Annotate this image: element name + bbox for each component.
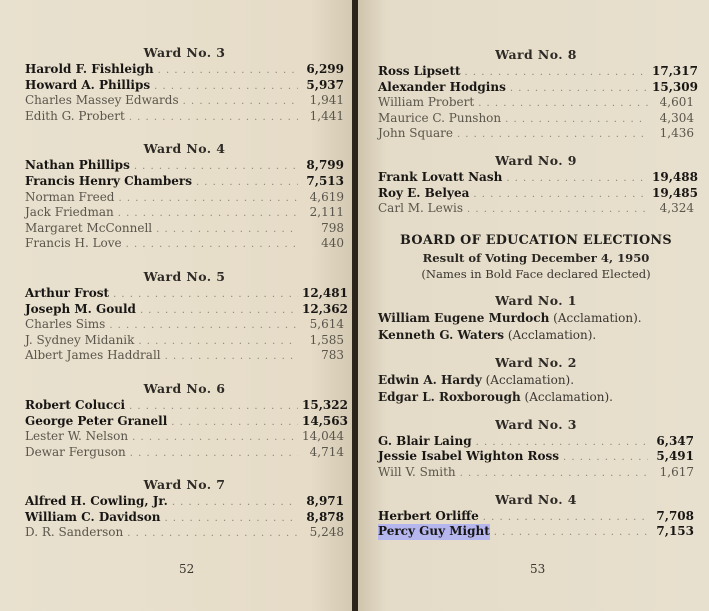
acclamation-row (378, 372, 694, 389)
candidate-row (378, 434, 694, 450)
candidate-row (25, 397, 348, 414)
page-number-right: 53 (530, 562, 546, 576)
board-note: (Names in Bold Face declared Elected) (421, 266, 651, 281)
vote-count: 19,488 (652, 169, 698, 184)
vote-count: 5,937 (306, 77, 344, 92)
acclamation-label: (Acclamation). (485, 372, 575, 387)
candidate-row (25, 525, 344, 541)
ward-heading: Ward No. 4 (495, 491, 577, 507)
acclamation-row (378, 389, 694, 406)
leader-dots (483, 510, 648, 526)
vote-count: 5,614 (309, 317, 344, 332)
left-page-content (25, 43, 348, 541)
vote-count: 440 (321, 236, 344, 251)
leader-dots (156, 222, 298, 238)
candidate-name: William Eugene Murdoch (378, 310, 550, 325)
vote-count: 15,309 (652, 79, 698, 94)
leader-dots (118, 191, 298, 207)
leader-dots (127, 526, 298, 542)
ward-heading: Ward No. 5 (143, 268, 226, 284)
candidate-row (378, 185, 698, 202)
candidate-name: Edith G. Probert (25, 108, 125, 123)
spacer (25, 252, 344, 267)
leader-dots (196, 175, 298, 191)
candidate-name: Maurice C. Punshon (378, 110, 502, 125)
highlighted-candidate-name: Percy Guy Might (378, 524, 490, 539)
right-page-content (378, 45, 698, 540)
vote-count: 4,324 (659, 201, 694, 216)
leader-dots (118, 206, 298, 222)
ward-heading: Ward No. 3 (143, 45, 226, 60)
leader-dots (494, 525, 648, 541)
spacer (25, 460, 344, 475)
vote-count: 14,044 (302, 429, 344, 444)
vote-count: 1,441 (309, 108, 344, 123)
candidate-row (378, 524, 694, 540)
ward-heading: Ward No. 8 (495, 47, 577, 62)
candidate-row (25, 190, 344, 206)
leader-dots (134, 159, 298, 175)
leader-dots (505, 112, 648, 128)
board-title: BOARD OF EDUCATION ELECTIONS (400, 232, 672, 248)
vote-count: 4,619 (309, 189, 344, 204)
candidate-row (378, 201, 694, 217)
vote-count: 1,617 (659, 464, 694, 479)
candidate-row (25, 333, 344, 349)
candidate-name: Charles Sims (25, 317, 106, 332)
candidate-row (25, 348, 344, 364)
candidate-name: Harold F. Fishleigh (25, 62, 154, 76)
leader-dots (171, 415, 298, 431)
vote-count: 4,601 (659, 95, 694, 110)
candidate-name: Albert James Haddrall (25, 348, 161, 363)
vote-count: 4,304 (659, 110, 694, 125)
candidate-row (25, 205, 344, 221)
candidate-name: J. Sydney Midanik (25, 332, 135, 347)
candidate-name: Edwin A. Hardy (378, 372, 482, 387)
leader-dots (132, 430, 298, 446)
leader-dots (506, 171, 648, 187)
leader-dots (563, 450, 648, 466)
candidate-row (25, 510, 344, 526)
vote-count: 5,491 (656, 449, 694, 464)
vote-count: 14,563 (302, 413, 348, 428)
vote-count: 5,248 (309, 525, 344, 540)
page-number-left: 52 (179, 562, 195, 576)
candidate-row (378, 79, 698, 96)
candidate-row (378, 169, 698, 186)
ward-heading: Ward No. 1 (495, 292, 577, 308)
candidate-name: Arthur Frost (25, 285, 110, 300)
ward-heading: Ward No. 3 (495, 416, 577, 432)
candidate-row (25, 78, 344, 94)
candidate-name: Edgar L. Roxborough (378, 389, 521, 404)
ward-heading: Ward No. 7 (143, 477, 226, 493)
acclamation-row (378, 310, 694, 327)
candidate-row (378, 126, 694, 142)
leader-dots (183, 94, 298, 110)
candidate-name: Norman Freed (25, 189, 115, 204)
leader-dots (109, 318, 298, 334)
leader-dots (478, 96, 648, 112)
spacer (378, 217, 694, 232)
candidate-row (25, 317, 344, 333)
candidate-row (25, 301, 348, 318)
board-subtitle: Result of Voting December 4, 1950 (422, 250, 650, 265)
candidate-name: Margaret McConnell (25, 220, 153, 235)
acclamation-row (378, 327, 694, 344)
vote-count: 4,714 (309, 444, 344, 459)
right-page (358, 0, 709, 611)
vote-count: 783 (321, 348, 344, 363)
candidate-row (25, 285, 348, 302)
vote-count: 8,878 (306, 509, 344, 524)
candidate-row (25, 93, 344, 109)
ward-heading: Ward No. 2 (495, 354, 577, 370)
candidate-name: D. R. Sanderson (25, 525, 124, 540)
candidate-name: Frank Lovatt Nash (378, 169, 503, 184)
spacer (25, 124, 344, 139)
leader-dots (130, 446, 298, 462)
candidate-name: William C. Davidson (25, 509, 161, 524)
leader-dots (154, 79, 298, 95)
candidate-row (378, 95, 694, 111)
candidate-name: Robert Colucci (25, 397, 126, 412)
acclamation-label: (Acclamation). (553, 310, 642, 325)
candidate-name: Jack Friedman (25, 205, 114, 220)
candidate-name: Ross Lipsett (378, 64, 461, 78)
vote-count: 7,153 (656, 524, 694, 539)
ward-heading: Ward No. 9 (495, 152, 577, 168)
candidate-row (25, 236, 344, 252)
vote-count: 1,941 (309, 93, 344, 108)
vote-count: 798 (321, 220, 344, 235)
spacer (378, 481, 694, 490)
leader-dots (126, 237, 298, 253)
spacer (378, 142, 694, 151)
candidate-name: Alexander Hodgins (378, 79, 506, 94)
leader-dots (158, 63, 298, 79)
candidate-name: Herbert Orliffe (378, 508, 479, 523)
candidate-row (25, 413, 348, 430)
candidate-name: William Probert (378, 95, 475, 110)
candidate-row (25, 109, 344, 125)
vote-count: 8,799 (306, 158, 344, 173)
candidate-row (25, 445, 344, 461)
leader-dots (113, 287, 298, 303)
leader-dots (476, 435, 648, 451)
ward-heading: Ward No. 6 (143, 380, 226, 396)
vote-count: 19,485 (652, 185, 698, 200)
leader-dots (129, 399, 298, 415)
spacer (378, 406, 694, 415)
candidate-row (378, 509, 694, 525)
candidate-name: John Square (378, 126, 453, 141)
candidate-row (25, 62, 344, 78)
candidate-row (25, 221, 344, 237)
acclamation-label: (Acclamation). (507, 327, 597, 342)
acclamation-label: (Acclamation). (524, 389, 613, 404)
candidate-name: Charles Massey Edwards (25, 93, 179, 108)
vote-count: 12,362 (302, 301, 348, 316)
candidate-name: Dewar Ferguson (25, 444, 126, 459)
spacer (25, 364, 344, 379)
candidate-name: Will V. Smith (378, 464, 456, 479)
candidate-name: Joseph M. Gould (25, 301, 136, 316)
vote-count: 7,513 (306, 173, 344, 188)
left-page (0, 0, 352, 611)
leader-dots (467, 202, 648, 218)
candidate-name: Lester W. Nelson (25, 429, 129, 444)
leader-dots (465, 65, 648, 81)
candidate-name: Carl M. Lewis (378, 201, 463, 216)
spacer (378, 344, 694, 353)
vote-count: 7,708 (656, 508, 694, 523)
vote-count: 8,971 (306, 494, 344, 509)
candidate-name: Howard A. Phillips (25, 77, 151, 92)
leader-dots (460, 466, 648, 482)
leader-dots (129, 110, 298, 126)
vote-count: 1,585 (309, 332, 344, 347)
vote-count: 15,322 (302, 397, 348, 412)
vote-count: 6,299 (306, 62, 344, 76)
vote-count: 17,317 (652, 64, 698, 78)
candidate-name: Alfred H. Cowling, Jr. (25, 494, 168, 509)
leader-dots (165, 349, 298, 365)
candidate-row (378, 111, 694, 127)
vote-count: 1,436 (659, 126, 694, 141)
vote-count: 2,111 (309, 205, 344, 220)
candidate-name: Kenneth G. Waters (378, 327, 504, 342)
leader-dots (457, 127, 648, 143)
candidate-row (25, 429, 344, 445)
candidate-row (25, 494, 344, 510)
leader-dots (140, 303, 298, 319)
candidate-name: George Peter Granell (25, 413, 168, 428)
leader-dots (138, 334, 298, 350)
candidate-row (25, 174, 344, 190)
vote-count: 6,347 (656, 433, 694, 448)
leader-dots (164, 511, 298, 527)
ward-heading: Ward No. 4 (143, 141, 226, 157)
candidate-name: Francis Henry Chambers (25, 173, 192, 188)
leader-dots (510, 81, 648, 97)
candidate-name: Roy E. Belyea (378, 185, 470, 200)
vote-count: 12,481 (302, 285, 348, 300)
leader-dots (473, 187, 648, 203)
candidate-name: G. Blair Laing (378, 433, 472, 448)
candidate-row (25, 158, 344, 174)
candidate-name: Francis H. Love (25, 236, 122, 251)
spacer (378, 282, 694, 291)
leader-dots (172, 495, 298, 511)
candidate-row (378, 64, 698, 80)
candidate-row (378, 449, 694, 465)
candidate-name: Nathan Phillips (25, 158, 130, 173)
candidate-row (378, 465, 694, 481)
candidate-name: Jessie Isabel Wighton Ross (378, 449, 559, 464)
